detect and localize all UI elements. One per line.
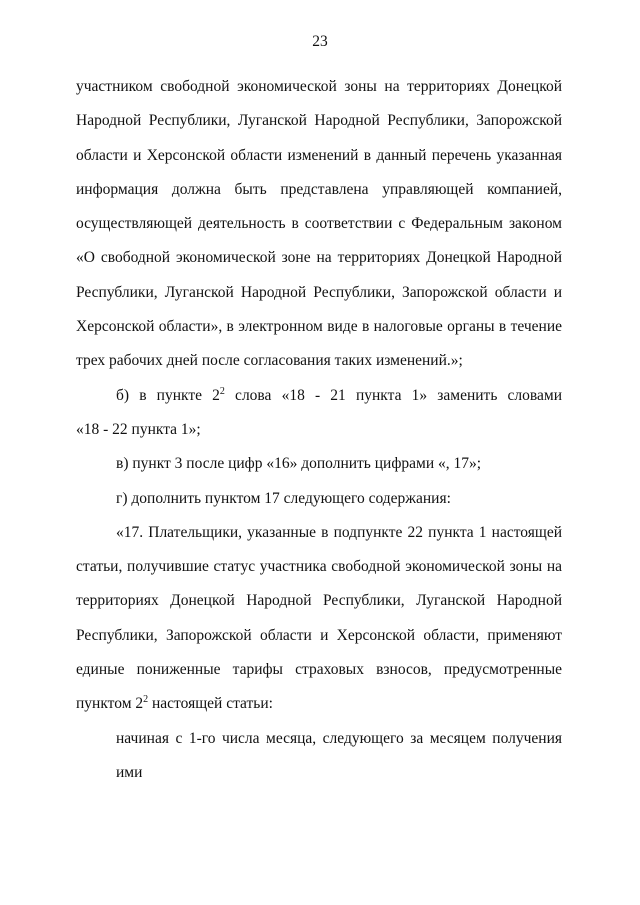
text-line: «17. Плательщики, указанные в подпункте 22 пункта 1 настоящей bbox=[116, 523, 562, 541]
text-line: единые пониженные тарифы страховых взносов, предусмотренные bbox=[76, 661, 562, 679]
page-number: 23 bbox=[312, 33, 328, 50]
text-line: трех рабочих дней после согласования таких изменений.»; bbox=[76, 352, 463, 370]
text-line bbox=[76, 379, 562, 413]
text-line bbox=[76, 687, 562, 721]
superscript: 2 bbox=[219, 385, 225, 397]
text-line: статьи, получившие статус участника свободной экономической зоны на bbox=[76, 558, 562, 576]
text-line: Херсонской области», в электронном виде в налоговые органы в течение bbox=[76, 318, 562, 336]
text-line: «18 - 22 пункта 1»; bbox=[76, 420, 201, 438]
text-fragment: настоящей статьи: bbox=[148, 695, 273, 713]
text-line: г) дополнить пунктом 17 следующего содержания: bbox=[116, 489, 451, 507]
text-line: территориях Донецкой Народной Республики, Луганской Народной bbox=[76, 592, 562, 610]
text-line: осуществляющей деятельность в соответствии с Федеральным законом bbox=[76, 215, 562, 233]
text-line: в) пункт 3 после цифр «16» дополнить цифрами «, 17»; bbox=[116, 455, 482, 473]
text-line: области и Херсонской области изменений в данный перечень указанная bbox=[76, 146, 562, 164]
text-line: Народной Республики, Луганской Народной Республики, Запорожской bbox=[76, 112, 562, 130]
document-body bbox=[76, 70, 562, 781]
text-fragment: б) в пункте 2 bbox=[116, 386, 220, 404]
text-line: Республики, Запорожской области и Херсонской области, применяют bbox=[76, 626, 562, 644]
text-line: Республики, Луганской Народной Республики, Запорожской области и bbox=[76, 283, 562, 301]
text-fragment: слова «18 - 21 пункта 1» заменить словами bbox=[224, 386, 562, 404]
superscript: 2 bbox=[143, 694, 149, 706]
text-line: участником свободной экономической зоны на территориях Донецкой bbox=[76, 78, 562, 95]
text-fragment: пунктом 2 bbox=[76, 695, 144, 713]
text-line: начиная с 1-го числа месяца, следующего за месяцем получения ими bbox=[116, 729, 562, 781]
text-line: информация должна быть представлена управляющей компанией, bbox=[76, 180, 562, 198]
text-line: «О свободной экономической зоне на территориях Донецкой Народной bbox=[76, 249, 562, 267]
